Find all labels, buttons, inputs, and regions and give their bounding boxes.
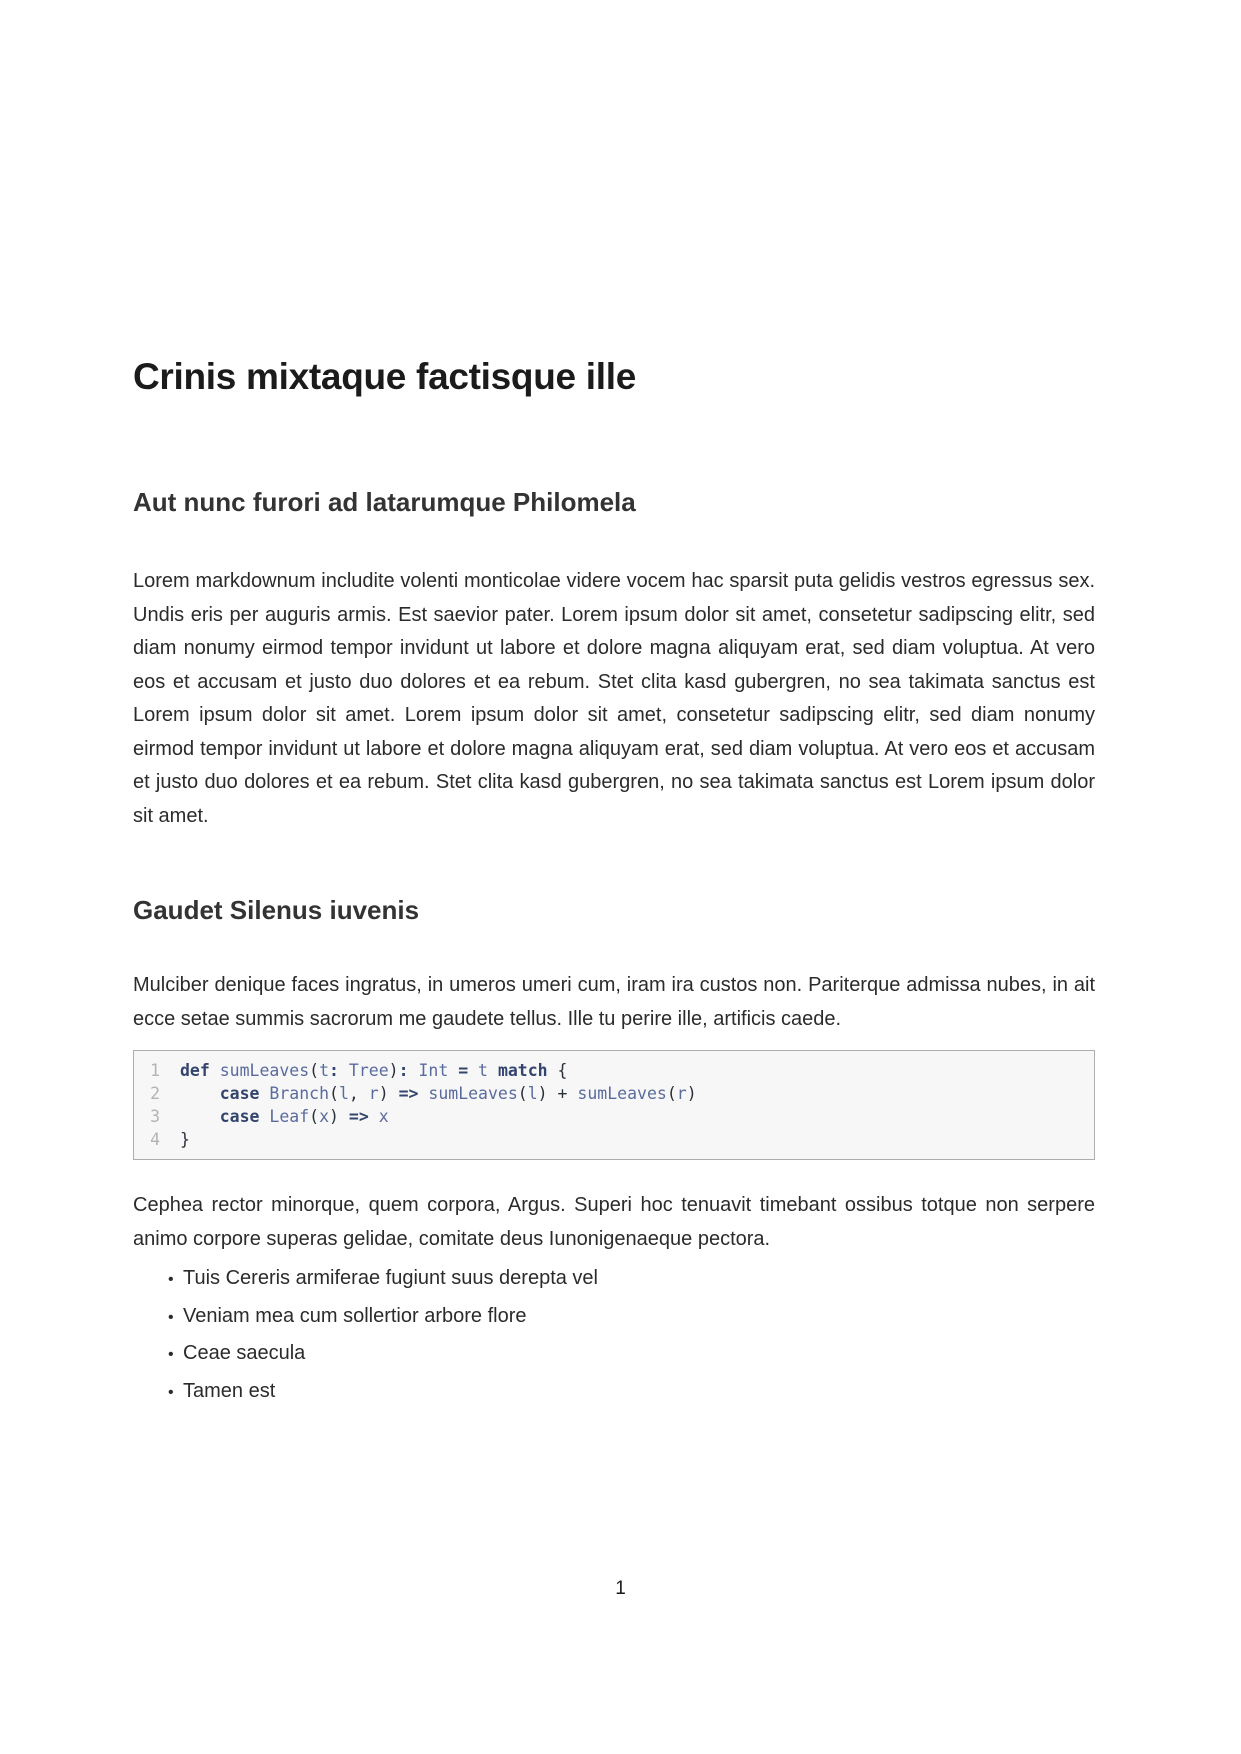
code-token: )	[329, 1107, 339, 1126]
code-line	[148, 1105, 1084, 1128]
paragraph-2: Mulciber denique faces ingratus, in umeros umeri cum, iram ira custos non. Pariterque admissa nubes, in ait ecce setae summis sacrorum me gaudete tellus. Ille tu perire ille, artificis caede.	[133, 974, 1095, 1030]
code-token: x	[319, 1107, 330, 1126]
page-footer	[0, 1578, 1241, 1600]
code-token: r	[368, 1084, 379, 1103]
code-token: (	[666, 1084, 677, 1103]
line-number: 4	[150, 1130, 160, 1149]
bullet-icon: •	[168, 1308, 174, 1326]
code-token: ,	[348, 1084, 369, 1103]
list-item-text: Tamen est	[183, 1379, 276, 1402]
code-token: sumLeaves	[219, 1061, 310, 1080]
list-item	[168, 1262, 1095, 1297]
code-token: match	[497, 1061, 548, 1080]
code-token: Branch	[269, 1084, 330, 1103]
code-token: l	[527, 1084, 538, 1103]
paragraph-3: Cephea rector minorque, quem corpora, Argus. Superi hoc tenuavit timebant ossibus totque non serpere animo corpore superas gelidae, comitate deus Iunonigenaeque pectora.	[133, 1194, 1095, 1250]
code-token: )	[537, 1084, 548, 1103]
page-number: 1	[615, 1578, 626, 1599]
code-token: )	[378, 1084, 389, 1103]
list-item	[168, 1337, 1095, 1372]
code-token: (	[329, 1084, 339, 1103]
code-token: =	[458, 1061, 469, 1080]
bullet-icon: •	[168, 1346, 174, 1363]
code-token: sumLeaves	[418, 1084, 518, 1103]
bullet-icon: •	[168, 1271, 174, 1288]
section-heading-2: Gaudet Silenus iuvenis	[133, 895, 420, 925]
code-token: Int	[408, 1061, 459, 1080]
code-token: l	[338, 1084, 349, 1103]
code-token: }	[180, 1130, 190, 1149]
code-line	[148, 1082, 1084, 1105]
code-token: =>	[338, 1107, 369, 1126]
code-token: t	[319, 1061, 330, 1080]
code-token: :	[398, 1061, 409, 1080]
code-token: (	[309, 1107, 320, 1126]
list-item-text: Tuis Cereris armiferae fugiunt suus derepta vel	[183, 1267, 598, 1289]
code-token: r	[676, 1084, 687, 1103]
code-token: x	[368, 1107, 389, 1126]
bullet-list	[133, 1262, 1095, 1409]
code-token: :	[329, 1061, 339, 1080]
line-number: 2	[150, 1084, 160, 1103]
code-token: =>	[388, 1084, 419, 1103]
code-token: )	[686, 1084, 697, 1103]
list-item-text: Ceae saecula	[183, 1342, 306, 1364]
code-token: t	[468, 1061, 498, 1080]
code-line	[148, 1059, 1084, 1082]
code-token: (	[309, 1061, 320, 1080]
code-block	[133, 1050, 1095, 1160]
list-item	[168, 1300, 1095, 1335]
code-token: (	[517, 1084, 528, 1103]
code-token: case	[180, 1084, 270, 1103]
code-token: )	[388, 1061, 399, 1080]
code-line	[148, 1128, 1084, 1151]
code-token: +	[547, 1084, 578, 1103]
code-token: sumLeaves	[577, 1084, 667, 1103]
list-item-text: Veniam mea cum sollertior arbore flore	[183, 1304, 527, 1327]
code-token: {	[547, 1061, 568, 1080]
code-token: case	[180, 1107, 270, 1126]
code-token: def	[180, 1061, 220, 1080]
document-title: Crinis mixtaque factisque ille	[133, 356, 636, 397]
code-token: Tree	[338, 1061, 389, 1080]
code-token: Leaf	[269, 1107, 310, 1126]
paragraph-1: Lorem markdownum includite volenti monticolae videre vocem hac sparsit puta gelidis vestros egressus sex. Undis eris per auguris armis. Est saevior pater. Lorem ipsum dolor sit amet, consetetur sadipscing elitr, sed diam nonumy eirmod tempor invidunt ut labore et dolore magna aliquyam erat, sed diam voluptua. At vero eos et accusam et justo duo dolores et ea rebum. Stet clita kasd gubergren, no sea takimata sanctus est Lorem ipsum dolor sit amet. Lorem ipsum dolor sit amet, consetetur sadipscing elitr, sed diam nonumy eirmod tempor invidunt ut labore et dolore magna aliquyam erat, sed diam voluptua. At vero eos et accusam et justo duo dolores et ea rebum. Stet clita kasd gubergren, no sea takimata sanctus est Lorem ipsum dolor sit amet.	[133, 570, 1095, 827]
list-item	[168, 1375, 1095, 1410]
line-number: 1	[150, 1061, 160, 1080]
section-heading-1: Aut nunc furori ad latarumque Philomela	[133, 487, 636, 517]
bullet-icon: •	[168, 1383, 174, 1401]
line-number: 3	[150, 1107, 160, 1126]
